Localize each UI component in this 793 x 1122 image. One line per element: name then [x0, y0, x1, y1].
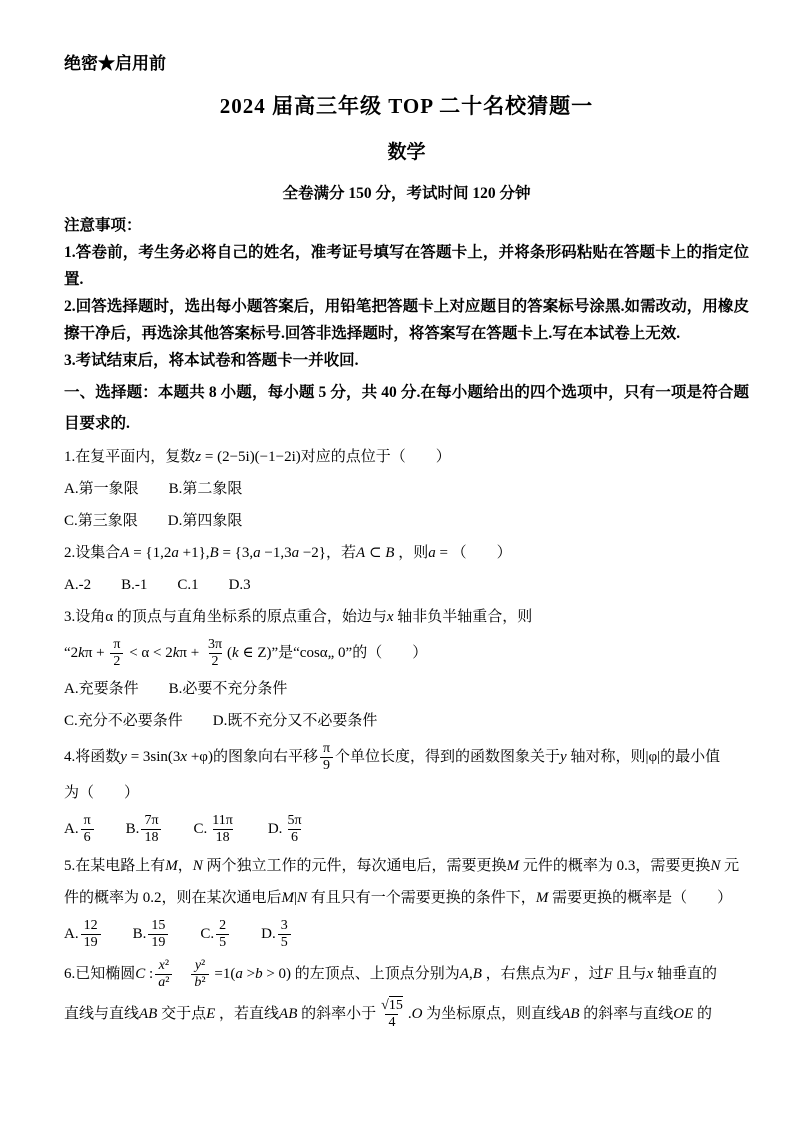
text-run: 18 [144, 830, 159, 846]
exam-title: 2024 届高三年级 TOP 二十名校猜题一 [219, 94, 594, 118]
text-run: 4 [388, 1015, 396, 1031]
text-run: > [242, 965, 256, 982]
math-var: N [297, 889, 308, 906]
math-var: x [158, 957, 165, 973]
text-run: 6 [83, 830, 91, 846]
math-var: B [209, 545, 219, 561]
text-run: ² [201, 957, 206, 973]
text-run: 1.在复平面内，复数 [64, 449, 196, 465]
text-run: ² [165, 974, 170, 990]
math-var: b [194, 974, 202, 990]
math-var: a [428, 545, 436, 561]
question-line [64, 813, 749, 846]
math-var: x [646, 965, 654, 982]
text-run: B. [95, 821, 140, 838]
question-line [64, 958, 749, 991]
math-var: k [232, 645, 239, 662]
text-run: : [145, 965, 154, 982]
text-run: +φ)的图象向右平移 [187, 749, 318, 766]
text-run: A. [64, 821, 79, 838]
math-var: OE [673, 1005, 694, 1022]
text-run: 18 [215, 830, 230, 846]
math-var: a [235, 965, 243, 982]
text-run: = {1,2 [129, 545, 172, 561]
text-run: 轴对称，则|φ|的最小值 [566, 749, 721, 766]
text-run: 的斜率与直线 [579, 1005, 674, 1022]
text-run: 5 [219, 934, 227, 950]
math-var: A [120, 545, 130, 561]
text-run: 直线与直线 [64, 1005, 140, 1022]
text-run: 且与 [612, 965, 647, 982]
text-run: 5.在某电路上有 [64, 857, 166, 874]
text-run: 交于点 [157, 1005, 207, 1022]
question-line [64, 573, 749, 598]
math-var: A [356, 545, 366, 561]
text-run: C. [170, 925, 215, 942]
math-var: C [135, 965, 146, 982]
text-run: = 3sin(3 [126, 749, 181, 766]
text-run: ，若直线 [215, 1005, 280, 1022]
question-line [64, 605, 749, 630]
text-run: π + [179, 645, 203, 662]
text-run: = (2−5i)(−1−2i)对应的点位于（ ） [201, 449, 451, 465]
fraction [81, 813, 94, 846]
text-run: 6.已知椭圆 [64, 965, 136, 982]
math-var: E [206, 1005, 216, 1022]
fraction [209, 813, 236, 846]
math-var: y [560, 749, 567, 766]
text-run: √ [381, 997, 389, 1013]
text-run: ， [177, 857, 193, 874]
secret-label: 绝密★启用前 [64, 54, 166, 73]
math-var: a [171, 545, 179, 561]
text-run: 元 [720, 857, 740, 874]
text-run: 3.设角α 的顶点与直角坐标系的原点重合，始边与 [64, 609, 387, 625]
fraction [284, 813, 304, 846]
question-1 [64, 445, 749, 534]
question-line [64, 998, 749, 1031]
text-run: 2 [211, 654, 219, 670]
math-var: O [411, 1005, 423, 1022]
text-run: 3 [280, 917, 288, 933]
text-run: < α < 2 [125, 645, 173, 662]
fraction [81, 918, 101, 951]
text-run: π + [84, 645, 109, 662]
text-run: =1( [210, 965, 236, 982]
text-run: 4.将函数 [64, 749, 121, 766]
question-3 [64, 605, 749, 734]
text-run: 2 [219, 917, 227, 933]
question-5 [64, 854, 749, 951]
question-line [64, 677, 749, 702]
fraction [148, 918, 168, 951]
question-2 [64, 541, 749, 598]
text-run: 12 [83, 917, 98, 933]
math-var: M [165, 857, 178, 874]
fraction [110, 637, 123, 670]
math-var: k [172, 645, 180, 662]
math-var: a [253, 545, 261, 561]
text-run: > 0) 的左顶点、上顶点分别为 [262, 965, 460, 982]
notice-item-2: 2.回答选择题时，选出每小题答案后，用铅笔把答题卡上对应题目的答案标号涂黑.如需改动，用橡皮擦干净后，再选涂其他答案标号.回答非选择题时，将答案写在答题卡上.写在本试卷上无效. [64, 298, 749, 342]
text-run: . [407, 1005, 412, 1022]
text-run: 5π [287, 813, 302, 829]
text-run: A. [64, 925, 79, 942]
question-line [64, 709, 749, 734]
text-run: , [468, 965, 473, 982]
fraction [141, 813, 161, 846]
text-run: = {3, [218, 545, 254, 561]
text-run: ⊂ [365, 545, 386, 561]
fraction [155, 958, 172, 991]
question-4 [64, 741, 749, 846]
math-var: B [472, 965, 482, 982]
math-var: N [710, 857, 721, 874]
fraction [216, 918, 229, 951]
math-var: F [560, 965, 570, 982]
text-run: D. [237, 821, 283, 838]
text-run: −2}，若 [299, 545, 357, 561]
text-run: ，则 [394, 545, 429, 561]
math-var: B [385, 545, 395, 561]
question-line [64, 445, 749, 470]
math-var: b [255, 965, 263, 982]
text-run: A.-2 B.-1 C.1 D.3 [64, 577, 251, 593]
text-run: 轴非负半轴重合，则 [393, 609, 533, 625]
math-var: AB [139, 1005, 158, 1022]
text-run: ∈ Z)”是“cosα„ 0”的（ ） [238, 645, 428, 662]
question-line [64, 741, 749, 774]
text-run: 6 [290, 830, 298, 846]
text-run: B. [102, 925, 147, 942]
text-run: | [294, 889, 298, 906]
question-line [64, 509, 749, 534]
text-run: “2 [64, 645, 79, 662]
text-run [174, 966, 189, 982]
fraction [278, 918, 291, 951]
text-run: C.第三象限 D.第四象限 [64, 513, 243, 529]
fraction [205, 637, 225, 670]
question-line [64, 918, 749, 951]
question-line [64, 477, 749, 502]
question-line [64, 854, 749, 879]
text-run: 为坐标原点，则直线 [422, 1005, 562, 1022]
text-run: C. [163, 821, 208, 838]
text-run: 9 [322, 758, 330, 774]
question-line [64, 541, 749, 566]
math-var: M [506, 857, 520, 874]
question-line [64, 781, 749, 806]
text-run: ² [164, 957, 170, 973]
section-heading: 一、选择题：本题共 8 小题，每小题 5 分，共 40 分.在每小题给出的四个选项中，只有一项是符合题目要求的. [64, 384, 749, 432]
questions-list [64, 445, 749, 1031]
text-run: π [322, 741, 331, 757]
fraction [378, 998, 406, 1031]
math-var: x [180, 749, 188, 766]
text-run: 2 [113, 654, 121, 670]
math-var: a [291, 545, 300, 561]
text-run: 11π [212, 813, 233, 829]
text-run: A.第一象限 B.第二象限 [64, 481, 243, 497]
math-var: y [194, 957, 202, 973]
text-run: 15 [151, 917, 166, 933]
text-run: 有且只有一个需要更换的条件下， [307, 889, 536, 906]
text-run: 15 [388, 997, 403, 1013]
question-line [64, 637, 749, 670]
text-run: 19 [83, 934, 98, 950]
math-var: AB [279, 1005, 298, 1022]
text-run: 的 [693, 1005, 713, 1022]
question-6 [64, 958, 749, 1031]
text-run: ，过 [569, 965, 604, 982]
text-run: 元件的概率为 0.3，需要更换 [519, 857, 711, 874]
question-line [64, 886, 749, 911]
score-line: 全卷满分 150 分，考试时间 120 分钟 [282, 185, 531, 202]
text-run: 个单位长度，得到的函数图象关于 [335, 749, 561, 766]
text-run: 件的概率为 0.2，则在某次通电后 [64, 889, 282, 906]
text-run: +1}, [178, 545, 210, 561]
math-var: A [459, 965, 469, 982]
text-run: 3π [207, 637, 223, 652]
math-var: AB [561, 1005, 580, 1022]
text-run: 两个独立工作的元件，每次通电后，需要更换 [202, 857, 507, 874]
notice-item-1: 1.答卷前，考生务必将自己的姓名，准考证号填写在答题卡上，并将条形码粘贴在答题卡上的指定位置. [64, 244, 749, 288]
subject-title: 数学 [387, 142, 426, 163]
text-run: 2.设集合 [64, 545, 121, 561]
fraction [191, 958, 208, 991]
math-var: z [195, 449, 202, 465]
math-var: k [78, 645, 85, 662]
text-run: π [113, 637, 121, 652]
text-run: = （ ） [435, 545, 512, 561]
text-run: 为（ ） [64, 785, 140, 802]
text-run: π [83, 813, 91, 829]
text-run: ² [201, 974, 206, 990]
notice-heading: 注意事项： [64, 217, 142, 234]
math-var: N [192, 857, 203, 874]
math-var: y [120, 749, 127, 766]
text-run: A.充要条件 B.必要不充分条件 [64, 681, 288, 698]
text-run: 的斜率小于 [297, 1005, 377, 1022]
math-var: M [535, 889, 549, 906]
text-run: 需要更换的概率是（ ） [548, 889, 733, 906]
text-run: C.充分不必要条件 D.既不充分又不必要条件 [64, 713, 378, 730]
text-run: 7π [144, 813, 159, 829]
text-run: 轴垂直的 [653, 965, 717, 982]
text-run: 5 [280, 934, 288, 950]
text-run: D. [231, 925, 276, 942]
notice-item-3: 3.考试结束后，将本试卷和答题卡一并收回. [64, 352, 359, 369]
text-run: ( [227, 645, 233, 662]
text-run: −1,3 [260, 545, 292, 561]
math-var: F [603, 965, 613, 982]
fraction [320, 741, 333, 774]
math-var: a [158, 974, 166, 990]
math-var: M [281, 889, 295, 906]
math-var: x [386, 609, 394, 625]
text-run: 19 [151, 934, 166, 950]
text-run: ，右焦点为 [481, 965, 561, 982]
